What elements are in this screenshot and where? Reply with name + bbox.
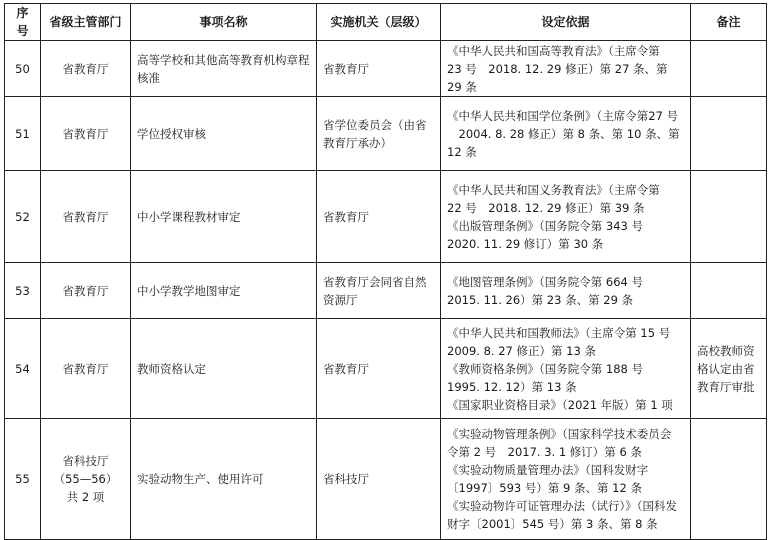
legal-basis-line: 2015. 11. 26）第 23 条、第 29 条 bbox=[447, 292, 634, 307]
table-row bbox=[5, 319, 767, 419]
legal-basis-line: 《实验动物许可证管理办法（试行）》（国科发 bbox=[447, 499, 677, 513]
row-remark bbox=[691, 171, 767, 263]
department-line: 共 2 项 bbox=[66, 490, 105, 504]
table-row bbox=[5, 419, 767, 540]
legal-basis-line: 《教师资格条例》（国务院令第 188 号 bbox=[447, 361, 644, 376]
row-remark: 高校教师资格认定由省教育厅审批 bbox=[691, 319, 767, 419]
row-authority: 省科技厅 bbox=[317, 419, 441, 540]
row-authority: 省教育厅 bbox=[317, 171, 441, 263]
legal-basis-line: 《实验动物管理条例》（国家科学技术委员会 bbox=[447, 427, 672, 441]
legal-basis-line: 《中华人民共和国教师法》（主席令第 15 号 bbox=[447, 325, 671, 340]
legal-basis-line: 2009. 8. 27 修正）第 13 条 bbox=[447, 343, 596, 358]
department-line: 省科技厅 bbox=[62, 454, 109, 468]
row-item-name: 中小学教学地图审定 bbox=[131, 263, 317, 319]
row-department bbox=[41, 97, 131, 171]
row-department bbox=[41, 319, 131, 419]
row-number: 52 bbox=[5, 171, 41, 263]
legal-basis-line: 令第 2 号 2017. 3. 1 修订）第 6 条 bbox=[447, 445, 642, 459]
row-remark bbox=[691, 419, 767, 540]
legal-basis-line: 《地图管理条例》（国务院令第 664 号 bbox=[447, 274, 644, 289]
row-department bbox=[41, 171, 131, 263]
row-authority: 省教育厅会同省自然资源厅 bbox=[317, 263, 441, 319]
row-number: 50 bbox=[5, 41, 41, 97]
header-basis: 设定依据 bbox=[441, 4, 691, 41]
legal-basis-line: 2020. 11. 29 修订）第 30 条 bbox=[447, 236, 604, 251]
department-line: 省教育厅 bbox=[62, 209, 109, 224]
legal-basis-line: 《实验动物质量管理办法》（国科发财字 bbox=[447, 463, 649, 477]
row-item-name: 中小学课程教材审定 bbox=[131, 171, 317, 263]
legal-basis-line: 《国家职业资格目录》（2021 年版）第 1 项 bbox=[447, 397, 673, 412]
department-line: 省教育厅 bbox=[62, 61, 109, 76]
table-header-row bbox=[5, 4, 767, 41]
row-item-name: 教师资格认定 bbox=[131, 319, 317, 419]
table-row bbox=[5, 263, 767, 319]
items-table bbox=[4, 3, 767, 540]
row-legal-basis bbox=[441, 319, 691, 419]
header-note: 备注 bbox=[691, 4, 767, 41]
table-row bbox=[5, 97, 767, 171]
row-authority: 省教育厅 bbox=[317, 41, 441, 97]
legal-basis-line: 1995. 12. 12）第 13 条 bbox=[447, 379, 577, 394]
row-item-name: 实验动物生产、使用许可 bbox=[131, 419, 317, 540]
legal-basis-line: 《出版管理条例》（国务院令第 343 号 bbox=[447, 218, 644, 233]
row-legal-basis bbox=[441, 419, 691, 540]
legal-basis-line: 12 条 bbox=[447, 144, 477, 159]
row-item-name: 高等学校和其他高等教育机构章程核准 bbox=[131, 41, 317, 97]
row-number: 51 bbox=[5, 97, 41, 171]
legal-basis-line: 《中华人民共和国义务教育法》（主席令第 bbox=[447, 182, 660, 197]
department-line: （55—56） bbox=[53, 472, 118, 486]
header-dept: 省级主管部门 bbox=[41, 4, 131, 41]
row-department bbox=[41, 419, 131, 540]
row-remark bbox=[691, 97, 767, 171]
table-row bbox=[5, 41, 767, 97]
row-legal-basis bbox=[441, 97, 691, 171]
row-authority: 省学位委员会（由省教育厅承办） bbox=[317, 97, 441, 171]
row-number: 53 bbox=[5, 263, 41, 319]
header-num: 序号 bbox=[5, 4, 41, 41]
row-authority: 省教育厅 bbox=[317, 319, 441, 419]
legal-basis-line: 〔1997〕593 号）第 9 条、第 12 条 bbox=[447, 481, 642, 495]
department-line: 省教育厅 bbox=[62, 126, 109, 141]
row-number: 54 bbox=[5, 319, 41, 419]
header-name: 事项名称 bbox=[131, 4, 317, 41]
row-remark bbox=[691, 263, 767, 319]
table-row bbox=[5, 171, 767, 263]
legal-basis-line: 《中华人民共和国学位条例》（主席令第27 号 bbox=[447, 108, 679, 123]
row-department bbox=[41, 41, 131, 97]
row-legal-basis bbox=[441, 41, 691, 97]
legal-basis-line: 22 号 2018. 12. 29 修正）第 39 条 bbox=[447, 200, 645, 215]
department-line: 省教育厅 bbox=[62, 283, 109, 298]
header-org: 实施机关（层级） bbox=[317, 4, 441, 41]
department-line: 省教育厅 bbox=[62, 361, 109, 376]
legal-basis-line: 财字〔2001〕545 号）第 3 条、第 8 条 bbox=[447, 517, 658, 531]
legal-basis-line: 2004. 8. 28 修正）第 8 条、第 10 条、第 bbox=[447, 126, 680, 141]
legal-basis-line: 23 号 2018. 12. 29 修正）第 27 条、第 29 条 bbox=[447, 61, 668, 94]
row-legal-basis bbox=[441, 171, 691, 263]
row-legal-basis bbox=[441, 263, 691, 319]
row-item-name: 学位授权审核 bbox=[131, 97, 317, 171]
row-remark bbox=[691, 41, 767, 97]
row-department bbox=[41, 263, 131, 319]
row-number: 55 bbox=[5, 419, 41, 540]
legal-basis-line: 《中华人民共和国高等教育法》（主席令第 bbox=[447, 43, 660, 58]
